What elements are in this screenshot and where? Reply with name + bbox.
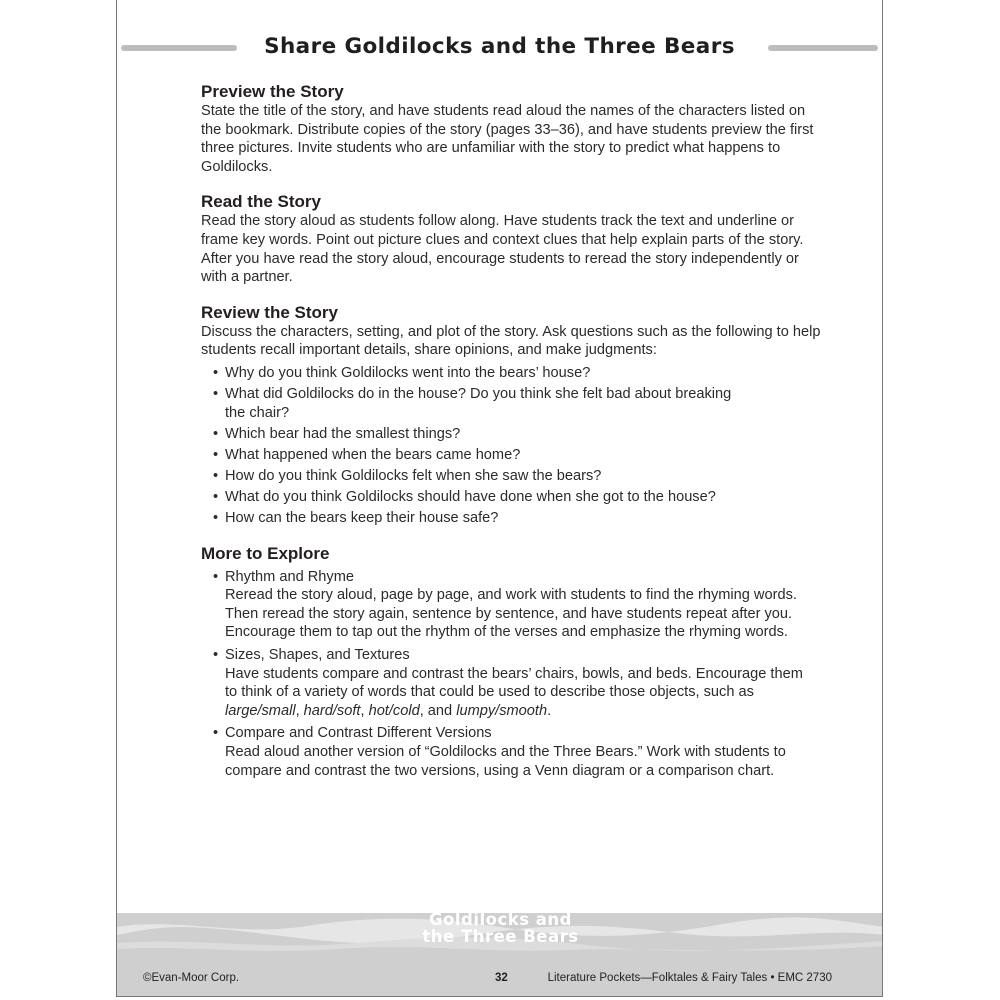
footer-title (117, 913, 882, 945)
title-bar (117, 34, 882, 65)
explore-item (213, 646, 821, 720)
review-question: • What did Goldilocks do in the house? Do you think she felt bad about breaking the chair? (213, 385, 821, 422)
footer-title-line: the Three Bears (422, 927, 579, 946)
explore-item-body (225, 665, 821, 721)
review-question: • Why do you think Goldilocks went into the bears’ house? (213, 364, 821, 383)
example-separator: , and (419, 702, 457, 719)
explore-item-body-intro: Have students compare and contrast the bears’ chairs, bowls, and beds. Encourage them to think of a variety of words that could be used to describe those objects, such as (225, 665, 803, 701)
example-separator: , (360, 702, 369, 719)
explore-list (213, 568, 821, 781)
main-content (201, 81, 821, 795)
example-separator: , (295, 702, 304, 719)
section-read (201, 191, 821, 286)
section-heading-review: Review the Story (201, 302, 338, 322)
review-question: • What do you think Goldilocks should have done when she got to the house? (213, 488, 821, 507)
worksheet-page (116, 0, 883, 997)
review-question: • What happened when the bears came home? (213, 446, 821, 465)
section-heading-preview: Preview the Story (201, 82, 344, 101)
book-info: Literature Pockets—Folktales & Fairy Tales • EMC 2730 (547, 972, 832, 984)
section-heading-explore: More to Explore (201, 543, 330, 563)
example-words: hot/cold (368, 702, 420, 719)
page-number: 32 (495, 972, 508, 984)
explore-item-title: • Compare and Contrast Different Versions (225, 725, 492, 742)
explore-item-body: Read aloud another version of “Goldilocks and the Three Bears.” Work with students to compare and contrast the two versions, using a Venn diagram or a comparison chart. (225, 744, 786, 779)
sentence-end: . (547, 702, 552, 719)
section-heading-read: Read the Story (201, 192, 321, 212)
review-question: • How can the bears keep their house safe? (213, 509, 821, 528)
explore-item-body: Reread the story aloud, page by page, and work with students to find the rhyming words. Then reread the story again, sentence by sentence, and have students repeat after you. Encourage them to tap out the rhythm of the verses and emphasize the rhyming words. (225, 587, 797, 641)
section-preview (201, 81, 821, 176)
example-words: large/small (225, 702, 296, 719)
example-words: lumpy/smooth (456, 702, 548, 719)
page-title: Share Goldilocks and the Three Bears (264, 34, 735, 59)
explore-item (213, 568, 821, 642)
copyright: ©Evan-Moor Corp. (143, 972, 240, 984)
section-body-preview: State the title of the story, and have students read aloud the names of the characters listed on the bookmark. Distribute copies of the story (pages 33–36), and have students preview the first three pictures. Invite students who are unfamiliar with the story to predict what happens to Goldilocks. (201, 103, 814, 175)
review-question-list (213, 364, 821, 528)
section-explore (201, 543, 821, 781)
review-question: • How do you think Goldilocks felt when she saw the bears? (213, 467, 821, 486)
explore-item-title: • Sizes, Shapes, and Textures (225, 647, 410, 664)
footer-title-line: Goldilocks and (428, 913, 572, 929)
section-review (201, 302, 821, 528)
example-words: hard/soft (303, 702, 361, 719)
explore-item-title: • Rhythm and Rhyme (225, 568, 354, 585)
review-question: • Which bear had the smallest things? (213, 425, 821, 444)
section-body-read: Read the story aloud as students follow along. Have students track the text and underline or frame key words. Point out picture clues and context clues that help explain parts of the story. After you have read the story aloud, encourage students to reread the story independently or with a partner. (201, 213, 804, 286)
footer-band (117, 913, 882, 996)
explore-item (213, 724, 821, 780)
section-body-review: Discuss the characters, setting, and plot of the story. Ask questions such as the following to help students recall important details, share opinions, and make judgments: (201, 323, 821, 359)
